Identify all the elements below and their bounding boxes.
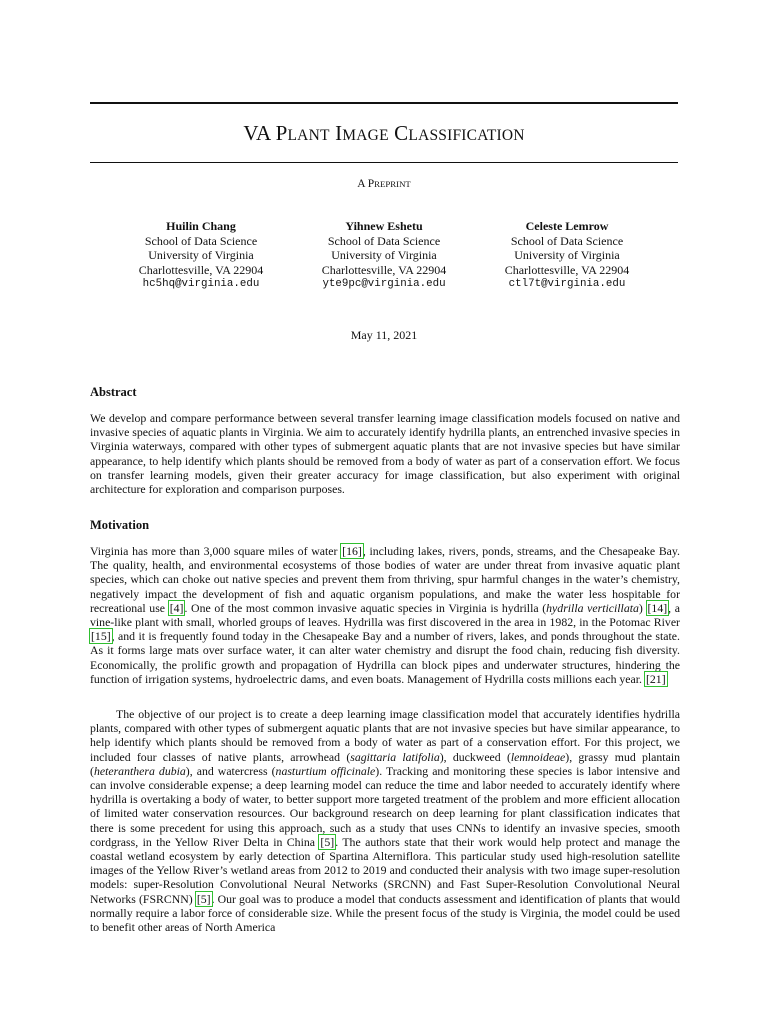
citation-link[interactable]: [5] bbox=[320, 834, 335, 849]
body-text: ). Tracking and monitoring these species is labor intensive and can involve considerable expense; a deep learning model can reduce the time and labor needed to accurately identify where hydrilla is overtaking a body of water, to better support more targeted treatment of the problem and more efficient allocation of limited water conservation resources. Our background research on deep learning for plant classification indicates that there is some precedent for using this approach, such as a study that uses CNNs to identify an invasive species, smooth cordgrass, in the Yellow River Delta in China bbox=[90, 763, 680, 849]
author-email[interactable]: ctl7t@virginia.edu bbox=[508, 278, 626, 290]
body-text: ), and watercress ( bbox=[185, 763, 276, 778]
title-part: I bbox=[329, 121, 343, 145]
author-name: Celeste Lemrow bbox=[525, 219, 609, 233]
citation-link[interactable]: [16] bbox=[342, 544, 362, 558]
preprint-label bbox=[90, 178, 678, 190]
body-text: . One of the most common invasive aquatic species in Virginia is hydrilla ( bbox=[184, 600, 547, 615]
body-text: ), grassy mud plantain ( bbox=[90, 749, 680, 778]
citation-link[interactable]: [5] bbox=[196, 891, 211, 906]
author-block bbox=[467, 219, 667, 292]
title-part: VA P bbox=[243, 121, 288, 145]
body-text: . The authors state that their work would help protect and manage the coastal wetland ecosystem by early detection of Spartina Alterniflora. This particular study used high-resolution satellite images of the Yellow River’s wetland areas from 2012 to 2019 and conducted their analysis with two image super-resolution models: super-Resolution Convolutional Neural Networks (SRCNN) and Fast Super-Resolution Convolutional Neural Networks (FSRCNN) bbox=[90, 834, 681, 906]
body-text: ), duckweed ( bbox=[439, 749, 511, 764]
paper-title bbox=[90, 121, 678, 146]
preprint-part: A P bbox=[357, 178, 375, 190]
title-part: LASSIFICATION bbox=[408, 127, 525, 144]
species-name: nasturtium officinale bbox=[275, 763, 376, 778]
citation-link[interactable]: [21] bbox=[645, 671, 666, 686]
body-text: ) bbox=[638, 600, 647, 615]
abstract-heading: Abstract bbox=[90, 385, 137, 399]
motivation-heading: Motivation bbox=[90, 518, 150, 532]
body-text: , including lakes, rivers, ponds, streams, and the Chesapeake Bay. The quality, health, and environmental ecosystems of those bodies of water are under threat from invasive aquatic plant species, which can choke out native species and prevent them from thriving, spur harmful changes in the water’s chemistry, negatively impact the development of fish and aquatic organism populations, and make the water less hospitable for recreational use bbox=[90, 544, 681, 615]
species-name: lemnoideae bbox=[510, 749, 566, 764]
species-name: heteranthera dubia bbox=[93, 763, 186, 778]
preprint-part: REPRINT bbox=[374, 179, 411, 189]
citation-link[interactable]: [14] bbox=[647, 600, 668, 615]
author-block bbox=[284, 219, 484, 292]
species-name: hydrilla verticillata bbox=[546, 600, 639, 615]
author-school: School of Data Science bbox=[327, 233, 441, 248]
author-block bbox=[101, 219, 301, 292]
body-text: . Our goal was to produce a model that conducts assessment and identification of plants that would normally require a labor force of considerable size. While the present focus of the study is Virginia, the model could be used to benefit other areas of North America bbox=[90, 891, 680, 935]
motivation-paragraph-1 bbox=[90, 544, 680, 686]
paper-date: May 11, 2021 bbox=[350, 328, 418, 342]
species-name: sagittaria latifolia bbox=[350, 749, 440, 764]
title-part: C bbox=[388, 121, 409, 145]
author-email[interactable]: yte9pc@virginia.edu bbox=[322, 278, 446, 290]
author-name: Huilin Chang bbox=[166, 219, 236, 233]
title-part: LANT bbox=[287, 127, 330, 144]
citation-link[interactable]: [4] bbox=[169, 600, 184, 615]
author-university: University of Virginia bbox=[148, 248, 254, 262]
body-text: Virginia has more than 3,000 square miles of water bbox=[90, 544, 342, 558]
author-school: School of Data Science bbox=[144, 233, 258, 248]
body-text: , a vine-like plant with small, whorled groups of leaves. Hydrilla was first discovered in the area in 1982, in the Potomac River bbox=[90, 600, 680, 630]
title-rule-bottom bbox=[90, 162, 678, 163]
author-university: University of Virginia bbox=[331, 248, 437, 262]
author-location: Charlottesville, VA 22904 bbox=[504, 262, 630, 277]
title-rule-top bbox=[90, 102, 678, 104]
motivation-paragraph-2 bbox=[90, 707, 680, 934]
author-university: University of Virginia bbox=[514, 248, 620, 262]
author-location: Charlottesville, VA 22904 bbox=[321, 262, 447, 277]
author-name: Yihnew Eshetu bbox=[345, 219, 423, 233]
body-text: , and it is frequently found today in the Chesapeake Bay and a number of rivers, lakes, and ponds throughout the state. As it forms large mats over surface water, it can alter water chemistry and disrupt the food chain, reducing fish diversity. Economically, the prolific growth and propagation of Hydrilla can block pipes and underwater structures, hindering the function of irrigation systems, hydroelectric dams, and even boats. Management of Hydrilla costs millions each year. bbox=[90, 629, 680, 686]
author-school: School of Data Science bbox=[510, 233, 624, 248]
citation-link[interactable]: [15] bbox=[91, 629, 111, 644]
body-text: The objective of our project is to create a deep learning image classification model that accurately identifies hydrilla plants, compared with other types of submergent aquatic plants that are not invasive species but have similar appearance, to help identify which plants should be removed from a body of water as part of a conservation effort. For this project, we included four classes of native plants, arrowhead ( bbox=[90, 707, 680, 764]
author-email[interactable]: hc5hq@virginia.edu bbox=[142, 278, 260, 290]
title-part: MAGE bbox=[342, 127, 389, 144]
author-location: Charlottesville, VA 22904 bbox=[138, 262, 264, 277]
abstract-text: We develop and compare performance between several transfer learning image classification models focused on native and invasive species of aquatic plants in Virginia. We aim to accurately identify hydrilla plants, an entrenched invasive species in Virginia waterways, compared with other types of submergent aquatic plants that are not invasive species but have similar appearance, to help identify which plants should be removed from a body of water as part of a conservation effort. We focus on transfer learning models, given their greater accuracy for image classification, but also experiment with original architecture for exploration and comparison purposes. bbox=[90, 411, 680, 497]
